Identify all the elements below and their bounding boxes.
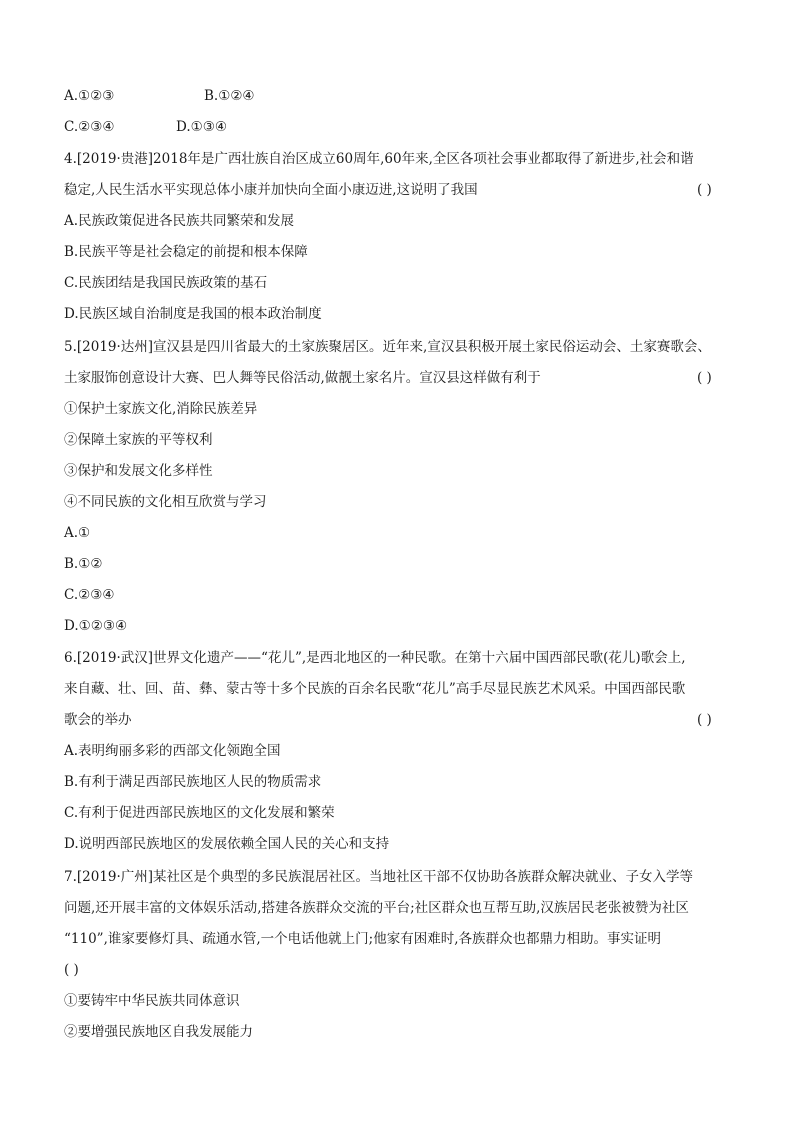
q6-option-a: A.表明绚丽多彩的西部文化领跑全国 bbox=[64, 743, 281, 759]
q5-statement-2: ②保障土家族的平等权利 bbox=[64, 432, 213, 448]
q6-option-c: C.有利于促进西部民族地区的文化发展和繁荣 bbox=[64, 805, 335, 821]
q5-statement-4: ④不同民族的文化相互欣赏与学习 bbox=[64, 494, 267, 510]
q7-statement-2: ②要增强民族地区自我发展能力 bbox=[64, 1024, 253, 1040]
q5-statement-3: ③保护和发展文化多样性 bbox=[64, 463, 213, 479]
q7-stem-line-2: 问题,还开展丰富的文体娱乐活动,搭建各族群众交流的平台;社区群众也互帮互助,汉族居民老张被赞为社区 bbox=[64, 900, 689, 916]
q3-option-d: D.①③④ bbox=[176, 119, 227, 135]
q4-stem-line-2: 稳定,人民生活水平实现总体小康并加快向全面小康迈进,这说明了我国 bbox=[64, 182, 478, 198]
q5-option-d: D.①②③④ bbox=[64, 618, 128, 634]
q3-option-b: B.①②④ bbox=[204, 88, 255, 104]
q6-stem-line-1: 6.[2019·武汉]世界文化遗产——“花儿”,是西北地区的一种民歌。在第十六届中国西部民歌(花儿)歌会上, bbox=[64, 650, 686, 666]
q6-stem-line-3: 歌会的举办 bbox=[64, 712, 132, 728]
q5-option-b: B.①② bbox=[64, 556, 103, 572]
q5-answer-blank: ( ) bbox=[697, 370, 712, 386]
q5-statement-1: ①保护土家族文化,消除民族差异 bbox=[64, 401, 258, 417]
q3-option-a: A.①②③ bbox=[64, 88, 115, 104]
q4-stem-line-1: 4.[2019·贵港]2018年是广西壮族自治区成立60周年,60年来,全区各项社会事业都取得了新进步,社会和谐 bbox=[64, 151, 694, 167]
q6-option-b: B.有利于满足西部民族地区人民的物质需求 bbox=[64, 774, 322, 790]
q4-option-c: C.民族团结是我国民族政策的基石 bbox=[64, 275, 268, 291]
q4-option-b: B.民族平等是社会稳定的前提和根本保障 bbox=[64, 244, 308, 260]
q6-stem-line-2: 来自藏、壮、回、苗、彝、蒙古等十多个民族的百余名民歌“花儿”高手尽显民族艺术风采。中国西部民歌 bbox=[64, 681, 686, 697]
q6-option-d: D.说明西部民族地区的发展依赖全国人民的关心和支持 bbox=[64, 836, 390, 852]
q7-stem-line-3: “110”,谁家要修灯具、疏通水管,一个电话他就上门;他家有困难时,各族群众也都鼎力相助。事实证明 bbox=[64, 931, 661, 947]
q7-statement-1: ①要铸牢中华民族共同体意识 bbox=[64, 993, 240, 1009]
q4-answer-blank: ( ) bbox=[697, 182, 712, 198]
q7-answer-blank: ( ) bbox=[64, 962, 79, 978]
q5-option-a: A.① bbox=[64, 525, 91, 541]
q6-answer-blank: ( ) bbox=[697, 712, 712, 728]
q4-option-a: A.民族政策促进各民族共同繁荣和发展 bbox=[64, 213, 295, 229]
q4-option-d: D.民族区域自治制度是我国的根本政治制度 bbox=[64, 306, 322, 322]
q5-option-c: C.②③④ bbox=[64, 587, 115, 603]
q3-option-c: C.②③④ bbox=[64, 119, 115, 135]
q7-stem-line-1: 7.[2019·广州]某社区是个典型的多民族混居社区。当地社区干部不仅协助各族群众解决就业、子女入学等 bbox=[64, 869, 694, 885]
q5-stem-line-2: 土家服饰创意设计大赛、巴人舞等民俗活动,做靓土家名片。宣汉县这样做有利于 bbox=[64, 370, 541, 386]
q5-stem-line-1: 5.[2019·达州]宣汉县是四川省最大的土家族聚居区。近年来,宣汉县积极开展土家民俗运动会、土家赛歌会、 bbox=[64, 339, 711, 355]
